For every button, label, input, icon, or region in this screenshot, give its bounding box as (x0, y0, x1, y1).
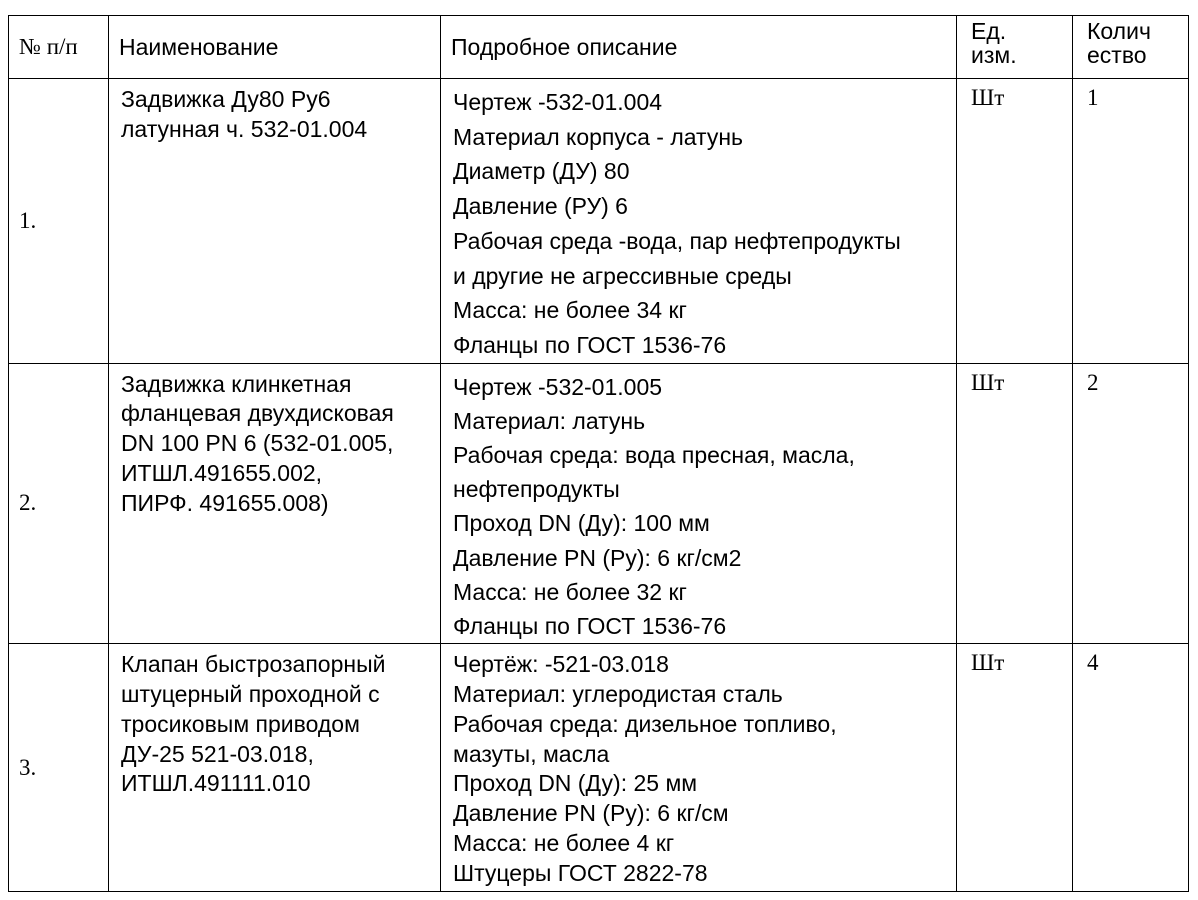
description-line: Материал: латунь (453, 407, 646, 434)
specification-table (8, 15, 1189, 892)
row-number-cell (9, 363, 109, 644)
header-unit-line2: изм. (971, 42, 1017, 68)
description-line: Штуцеры ГОСТ 2822-78 (453, 859, 708, 886)
header-name: Наименование (109, 16, 441, 79)
description-line: Рабочая среда -вода, пар нефтепродукты (453, 227, 901, 254)
description-line: Давление (РУ) 6 (453, 193, 628, 220)
description-line: Чертеж -532-01.004 (453, 89, 663, 115)
description-line: Давление PN (Ру): 6 кг/см2 (453, 544, 742, 571)
row-description-cell (441, 644, 957, 892)
description-line: Рабочая среда: дизельное топливо, (453, 710, 837, 737)
row-name-cell (109, 363, 441, 644)
header-qty-line1: Колич (1087, 18, 1151, 44)
row-name-cell (109, 79, 441, 364)
row-name-cell (109, 644, 441, 892)
name-line: штуцерный проходной с (121, 681, 380, 708)
description-line: Масса: не более 32 кг (453, 578, 687, 605)
row-qty-cell (1073, 363, 1189, 644)
header-description: Подробное описание (441, 16, 957, 79)
description-line: Масса: не более 34 кг (453, 297, 687, 324)
description-line: Фланцы по ГОСТ 1536-76 (453, 613, 727, 640)
name-line: ИТШЛ.491111.010 (121, 770, 311, 797)
row-unit: Шт (971, 650, 1005, 676)
description-line: Чертёж: -521-03.018 (453, 651, 669, 678)
row-qty: 4 (1087, 650, 1099, 676)
row-qty-cell (1073, 79, 1189, 364)
description-line: и другие не агрессивные среды (453, 262, 792, 289)
name-line: ИТШЛ.491655.002, (121, 460, 323, 487)
description-line: Фланцы по ГОСТ 1536-76 (453, 331, 727, 358)
row-description-cell (441, 363, 957, 644)
description-line: Рабочая среда: вода пресная, масла, (453, 442, 855, 469)
header-num: № п/п (9, 16, 109, 79)
description-line: Давление PN (Ру): 6 кг/см (453, 800, 729, 827)
header-row (9, 16, 1189, 79)
description-line: Проход DN (Ду): 100 мм (453, 510, 710, 537)
description-line: Материал корпуса - латунь (453, 123, 744, 150)
header-qty-line2: ество (1087, 42, 1147, 68)
row-number-cell (9, 79, 109, 364)
row-unit-cell (957, 79, 1073, 364)
name-line: фланцевая двухдисковая (121, 400, 394, 427)
row-unit-cell (957, 644, 1073, 892)
name-line: ДУ-25 521-03.018, (121, 740, 314, 767)
table-row (9, 363, 1189, 644)
row-qty: 2 (1087, 369, 1099, 395)
row-number-cell (9, 644, 109, 892)
row-qty: 1 (1087, 85, 1099, 110)
table-row (9, 644, 1189, 892)
row-unit: Шт (971, 369, 1005, 395)
row-unit: Шт (971, 85, 1005, 110)
name-line: Задвижка Ду80 Ру6 (121, 86, 331, 112)
row-description-cell (441, 79, 957, 364)
name-line: Задвижка клинкетная (121, 370, 352, 397)
name-line: тросиковым приводом (121, 710, 360, 737)
name-line: латунная ч. 532-01.004 (121, 115, 368, 142)
description-line: Чертеж -532-01.005 (453, 373, 663, 400)
row-number: 3. (19, 754, 37, 780)
name-line: DN 100 PN 6 (532-01.005, (121, 430, 394, 457)
name-line: ПИРФ. 491655.008) (121, 489, 329, 516)
header-qty (1073, 16, 1189, 79)
row-number: 1. (19, 207, 37, 233)
description-line: нефтепродукты (453, 476, 620, 503)
row-unit-cell (957, 363, 1073, 644)
description-line: Материал: углеродистая сталь (453, 681, 783, 708)
header-unit (957, 16, 1073, 79)
description-line: мазуты, масла (453, 740, 610, 767)
name-line: Клапан быстрозапорный (121, 651, 386, 678)
description-line: Проход DN (Ду): 25 мм (453, 770, 698, 797)
row-qty-cell (1073, 644, 1189, 892)
description-line: Диаметр (ДУ) 80 (453, 158, 630, 185)
row-number: 2. (19, 490, 37, 516)
table-row (9, 79, 1189, 364)
description-line: Масса: не более 4 кг (453, 830, 675, 857)
header-unit-line1: Ед. (971, 18, 1007, 44)
